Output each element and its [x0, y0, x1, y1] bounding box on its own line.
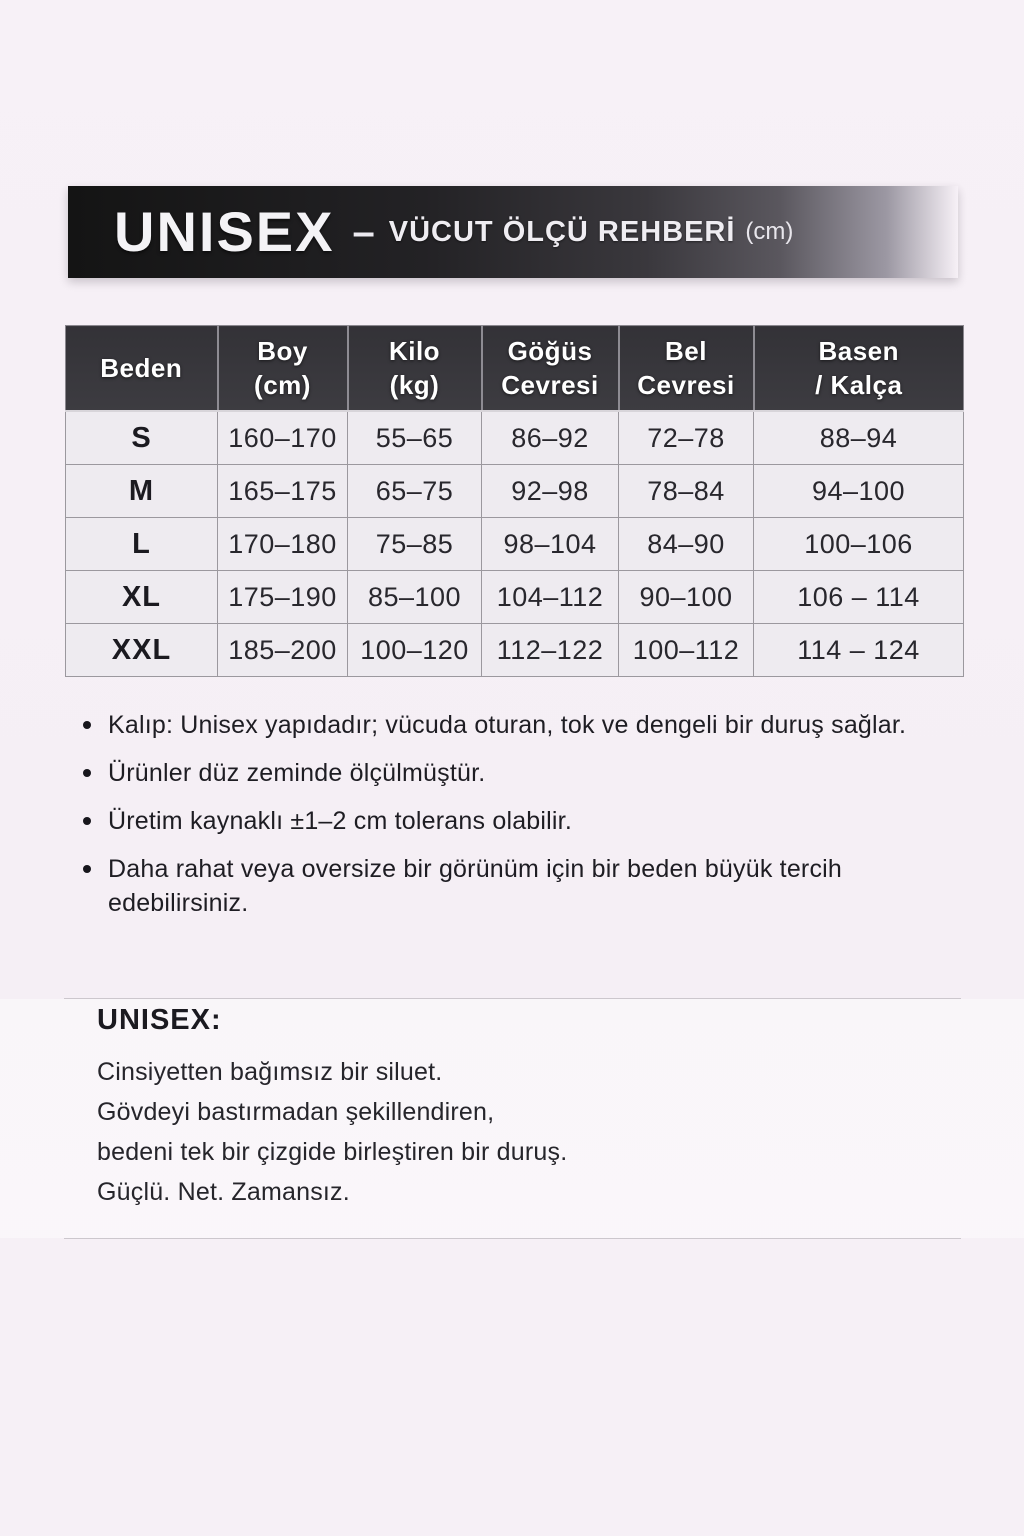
bel-value: 72–78	[619, 411, 754, 465]
boy-value: 175–190	[218, 571, 348, 624]
boy-value: 160–170	[218, 411, 348, 465]
col-header-basen: Basen / Kalça	[754, 326, 964, 412]
notes-list	[68, 708, 948, 934]
col-header-gogus: Göğüs Cevresi	[482, 326, 619, 412]
divider-bottom	[64, 1238, 961, 1239]
boy-value: 165–175	[218, 465, 348, 518]
table-row	[66, 411, 964, 465]
kilo-value: 65–75	[348, 465, 482, 518]
banner-subtitle: VÜCUT ÖLÇÜ REHBERİ	[388, 215, 736, 248]
size-table	[65, 325, 964, 677]
col-header-boy: Boy (cm)	[218, 326, 348, 412]
gogus-value: 98–104	[482, 518, 619, 571]
col-header-beden: Beden	[66, 326, 218, 412]
footer-heading: UNISEX:	[97, 1004, 222, 1036]
bel-value: 90–100	[619, 571, 754, 624]
table-header-row	[66, 326, 964, 412]
gogus-value: 112–122	[482, 624, 619, 677]
table-row	[66, 518, 964, 571]
table-row	[66, 571, 964, 624]
table-row	[66, 624, 964, 677]
note-text: Üretim kaynaklı ±1–2 cm tolerans olabilir.	[108, 807, 572, 835]
note-item	[68, 756, 948, 790]
kilo-value: 55–65	[348, 411, 482, 465]
banner	[68, 186, 958, 278]
divider-top	[64, 998, 961, 999]
gogus-value: 86–92	[482, 411, 619, 465]
col-header-kilo: Kilo (kg)	[348, 326, 482, 412]
table-row	[66, 465, 964, 518]
unisex-description	[97, 1004, 957, 1219]
boy-value: 170–180	[218, 518, 348, 571]
gogus-value: 92–98	[482, 465, 619, 518]
bel-value: 84–90	[619, 518, 754, 571]
col-header-bel: Bel Cevresi	[619, 326, 754, 412]
banner-unit: (cm)	[745, 218, 794, 245]
bel-value: 78–84	[619, 465, 754, 518]
size-label: S	[66, 411, 218, 465]
size-label: M	[66, 465, 218, 518]
boy-value: 185–200	[218, 624, 348, 677]
size-label: XXL	[66, 624, 218, 677]
note-item	[68, 852, 948, 920]
size-label: L	[66, 518, 218, 571]
size-label: XL	[66, 571, 218, 624]
banner-dash: –	[352, 210, 375, 254]
note-text: Daha rahat veya oversize bir görünüm için bir beden büyük tercih edebilirsiniz.	[108, 855, 843, 917]
footer-line: Gövdeyi bastırmadan şekillendiren,	[97, 1098, 495, 1126]
basen-value: 114 – 124	[754, 624, 964, 677]
kilo-value: 75–85	[348, 518, 482, 571]
note-item	[68, 708, 948, 742]
banner-title: UNISEX	[114, 200, 335, 263]
gogus-value: 104–112	[482, 571, 619, 624]
kilo-value: 100–120	[348, 624, 482, 677]
kilo-value: 85–100	[348, 571, 482, 624]
basen-value: 88–94	[754, 411, 964, 465]
footer-line: Cinsiyetten bağımsız bir siluet.	[97, 1058, 443, 1086]
basen-value: 94–100	[754, 465, 964, 518]
basen-value: 106 – 114	[754, 571, 964, 624]
bel-value: 100–112	[619, 624, 754, 677]
basen-value: 100–106	[754, 518, 964, 571]
footer-line: Güçlü. Net. Zamansız.	[97, 1178, 350, 1206]
footer-line: bedeni tek bir çizgide birleştiren bir duruş.	[97, 1138, 568, 1166]
note-item	[68, 804, 948, 838]
note-text: Kalıp: Unisex yapıdadır; vücuda oturan, tok ve dengeli bir duruş sağlar.	[108, 711, 907, 739]
note-text: Ürünler düz zeminde ölçülmüştür.	[108, 759, 486, 787]
